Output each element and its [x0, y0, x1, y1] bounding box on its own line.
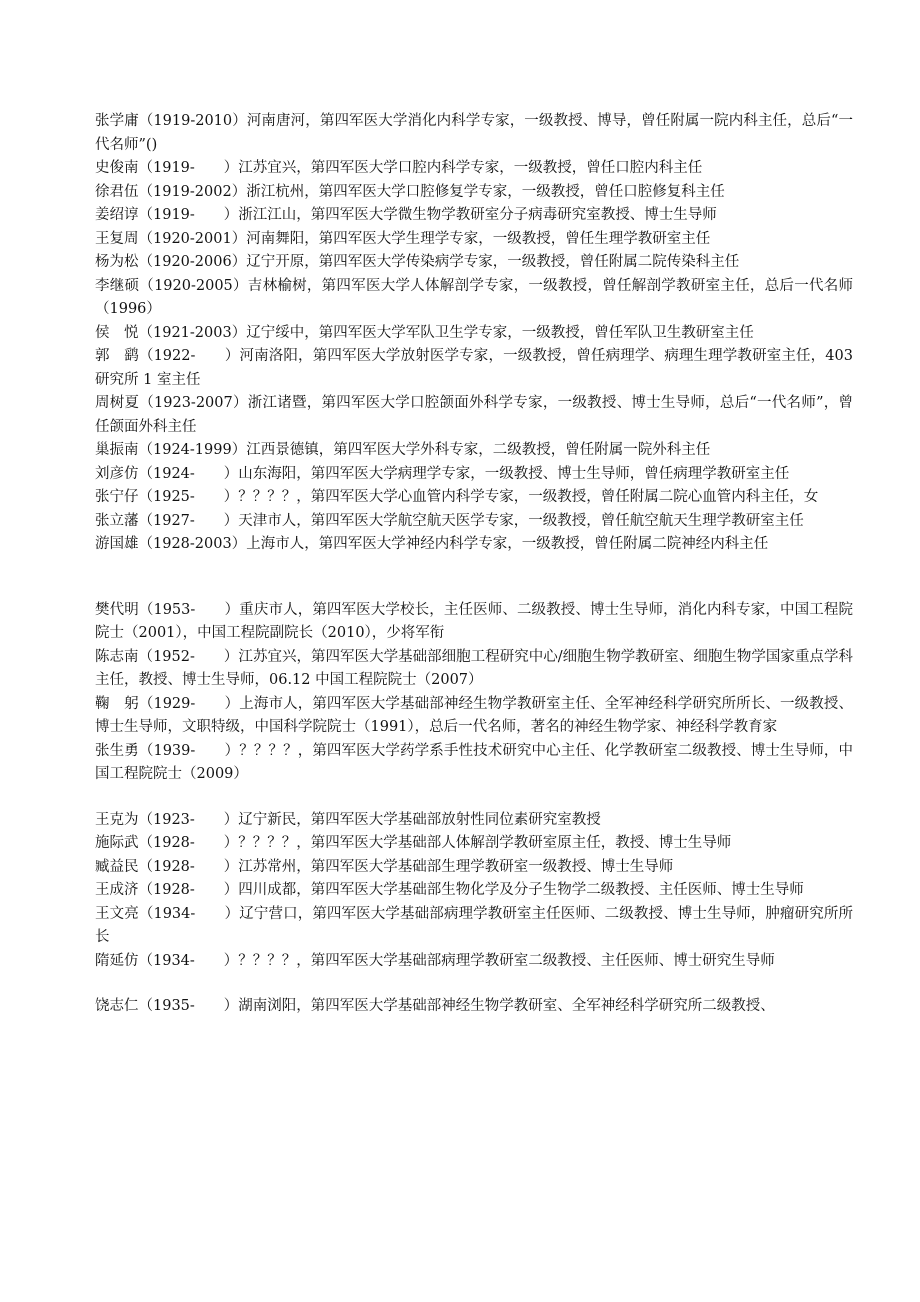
biography-entry: 张宁仔（1925- ）？？？？，第四军医大学心血管内科学专家，一级教授，曾任附属二院心血管内科主任，女: [95, 489, 819, 505]
entry-group-continued: [95, 995, 853, 1019]
biography-entry: 侯 悦（1921-2003）辽宁绥中，第四军医大学军队卫生学专家，一级教授，曾任军队卫生教研室主任: [95, 324, 754, 341]
biography-entry: 巢振南（1924-1999）江西景德镇，第四军医大学外科专家，二级教授，曾任附属一院外科主任: [95, 442, 711, 458]
biography-entry: 王成济（1928- ）四川成都，第四军医大学基础部生物化学及分子生物学二级教授、主任医师、博士生导师: [95, 882, 804, 898]
document-page: [95, 110, 853, 1019]
biography-entry: 姜绍谆（1919- ）浙江江山，第四军医大学微生物学教研室分子病毒研究室教授、博士生导师: [95, 207, 717, 223]
biography-entry: 李继硕（1920-2005）吉林榆树，第四军医大学人体解剖学专家，一级教授，曾任解剖学教研室主任，总后一代名师（1996）: [95, 277, 853, 317]
biography-entry: 鞠 躬（1929- ）上海市人，第四军医大学基础部神经生物学教研室主任、全军神经科学研究所所长、一级教授、博士生导师，文职特级，中国科学院院士（1991），总后一代名师，著名的神经生物学家、神经科学教育家: [95, 695, 853, 735]
biography-entry: 王文亮（1934- ）辽宁营口，第四军医大学基础部病理学教研室主任医师、二级教授、博士生导师，肿瘤研究所所长: [95, 905, 853, 945]
biography-entry: 杨为松（1920-2006）辽宁开原，第四军医大学传染病学专家，一级教授，曾任附属二院传染科主任: [95, 254, 740, 270]
biography-entry: 王克为（1923- ）辽宁新民，第四军医大学基础部放射性同位素研究室教授: [95, 811, 601, 828]
biography-entry: 隋延仿（1934- ）？？？？，第四军医大学基础部病理学教研室二级教授、主任医师、博士研究生导师: [95, 952, 775, 969]
biography-entry: 施际武（1928- ）？？？？，第四军医大学基础部人体解剖学教研室原主任，教授、博士生导师: [95, 835, 732, 851]
biography-entry: 臧益民（1928- ）江苏常州，第四军医大学基础部生理学教研室一级教授、博士生导师: [95, 858, 674, 875]
biography-entry: 刘彦仿（1924- ）山东海阳，第四军医大学病理学专家，一级教授、博士生导师，曾任病理学教研室主任: [95, 465, 790, 482]
biography-entry: 周树夏（1923-2007）浙江诸暨，第四军医大学口腔颌面外科学专家，一级教授、博士生导师，总后“一代名师”，曾任颌面外科主任: [95, 395, 853, 435]
biography-entry: 游国雄（1928-2003）上海市人，第四军医大学神经内科学专家，一级教授，曾任附属二院神经内科主任: [95, 536, 769, 552]
entry-group-basic-faculty: [95, 809, 853, 974]
section-spacer: [95, 973, 853, 995]
biography-entry: 史俊南（1919- ）江苏宜兴，第四军医大学口腔内科学专家，一级教授，曾任口腔内科主任: [95, 160, 703, 176]
biography-entry: 饶志仁（1935- ）湖南浏阳，第四军医大学基础部神经生物学教研室、全军神经科学研究所二级教授、: [95, 998, 775, 1014]
biography-entry: 王复周（1920-2001）河南舞阳，第四军医大学生理学专家，一级教授，曾任生理学教研室主任: [95, 230, 711, 247]
biography-entry: 张立藩（1927- ）天津市人，第四军医大学航空航天医学专家，一级教授，曾任航空航天生理学教研室主任: [95, 512, 804, 529]
biography-entry: 郭 鹞（1922- ）河南洛阳，第四军医大学放射医学专家，一级教授，曾任病理学、病理生理学教研室主任，403 研究所 1 室主任: [95, 348, 853, 388]
biography-entry: 徐君伍（1919-2002）浙江杭州，第四军医大学口腔修复学专家，一级教授，曾任口腔修复科主任: [95, 183, 725, 200]
section-spacer: [95, 557, 853, 599]
biography-entry: 张生勇（1939- ）？？？？，第四军医大学药学系手性技术研究中心主任、化学教研室二级教授、博士生导师，中国工程院院士（2009）: [95, 742, 853, 782]
biography-entry: 樊代明（1953- ）重庆市人，第四军医大学校长，主任医师、二级教授、博士生导师，消化内科专家，中国工程院院士（2001），中国工程院副院长（2010），少将军衔: [95, 601, 853, 641]
biography-entry: 陈志南（1952- ）江苏宜兴，第四军医大学基础部细胞工程研究中心/细胞生物学教研室、细胞生物学国家重点学科主任，教授、博士生导师，06.12 中国工程院院士（2007）: [95, 648, 853, 688]
biography-entry: 张学庸（1919-2010）河南唐河，第四军医大学消化内科学专家，一级教授、博导，曾任附属一院内科主任，总后“一代名师”(): [95, 113, 853, 153]
entry-group-academicians: [95, 599, 853, 787]
entry-group-senior-experts: [95, 110, 853, 557]
section-spacer: [95, 787, 853, 809]
